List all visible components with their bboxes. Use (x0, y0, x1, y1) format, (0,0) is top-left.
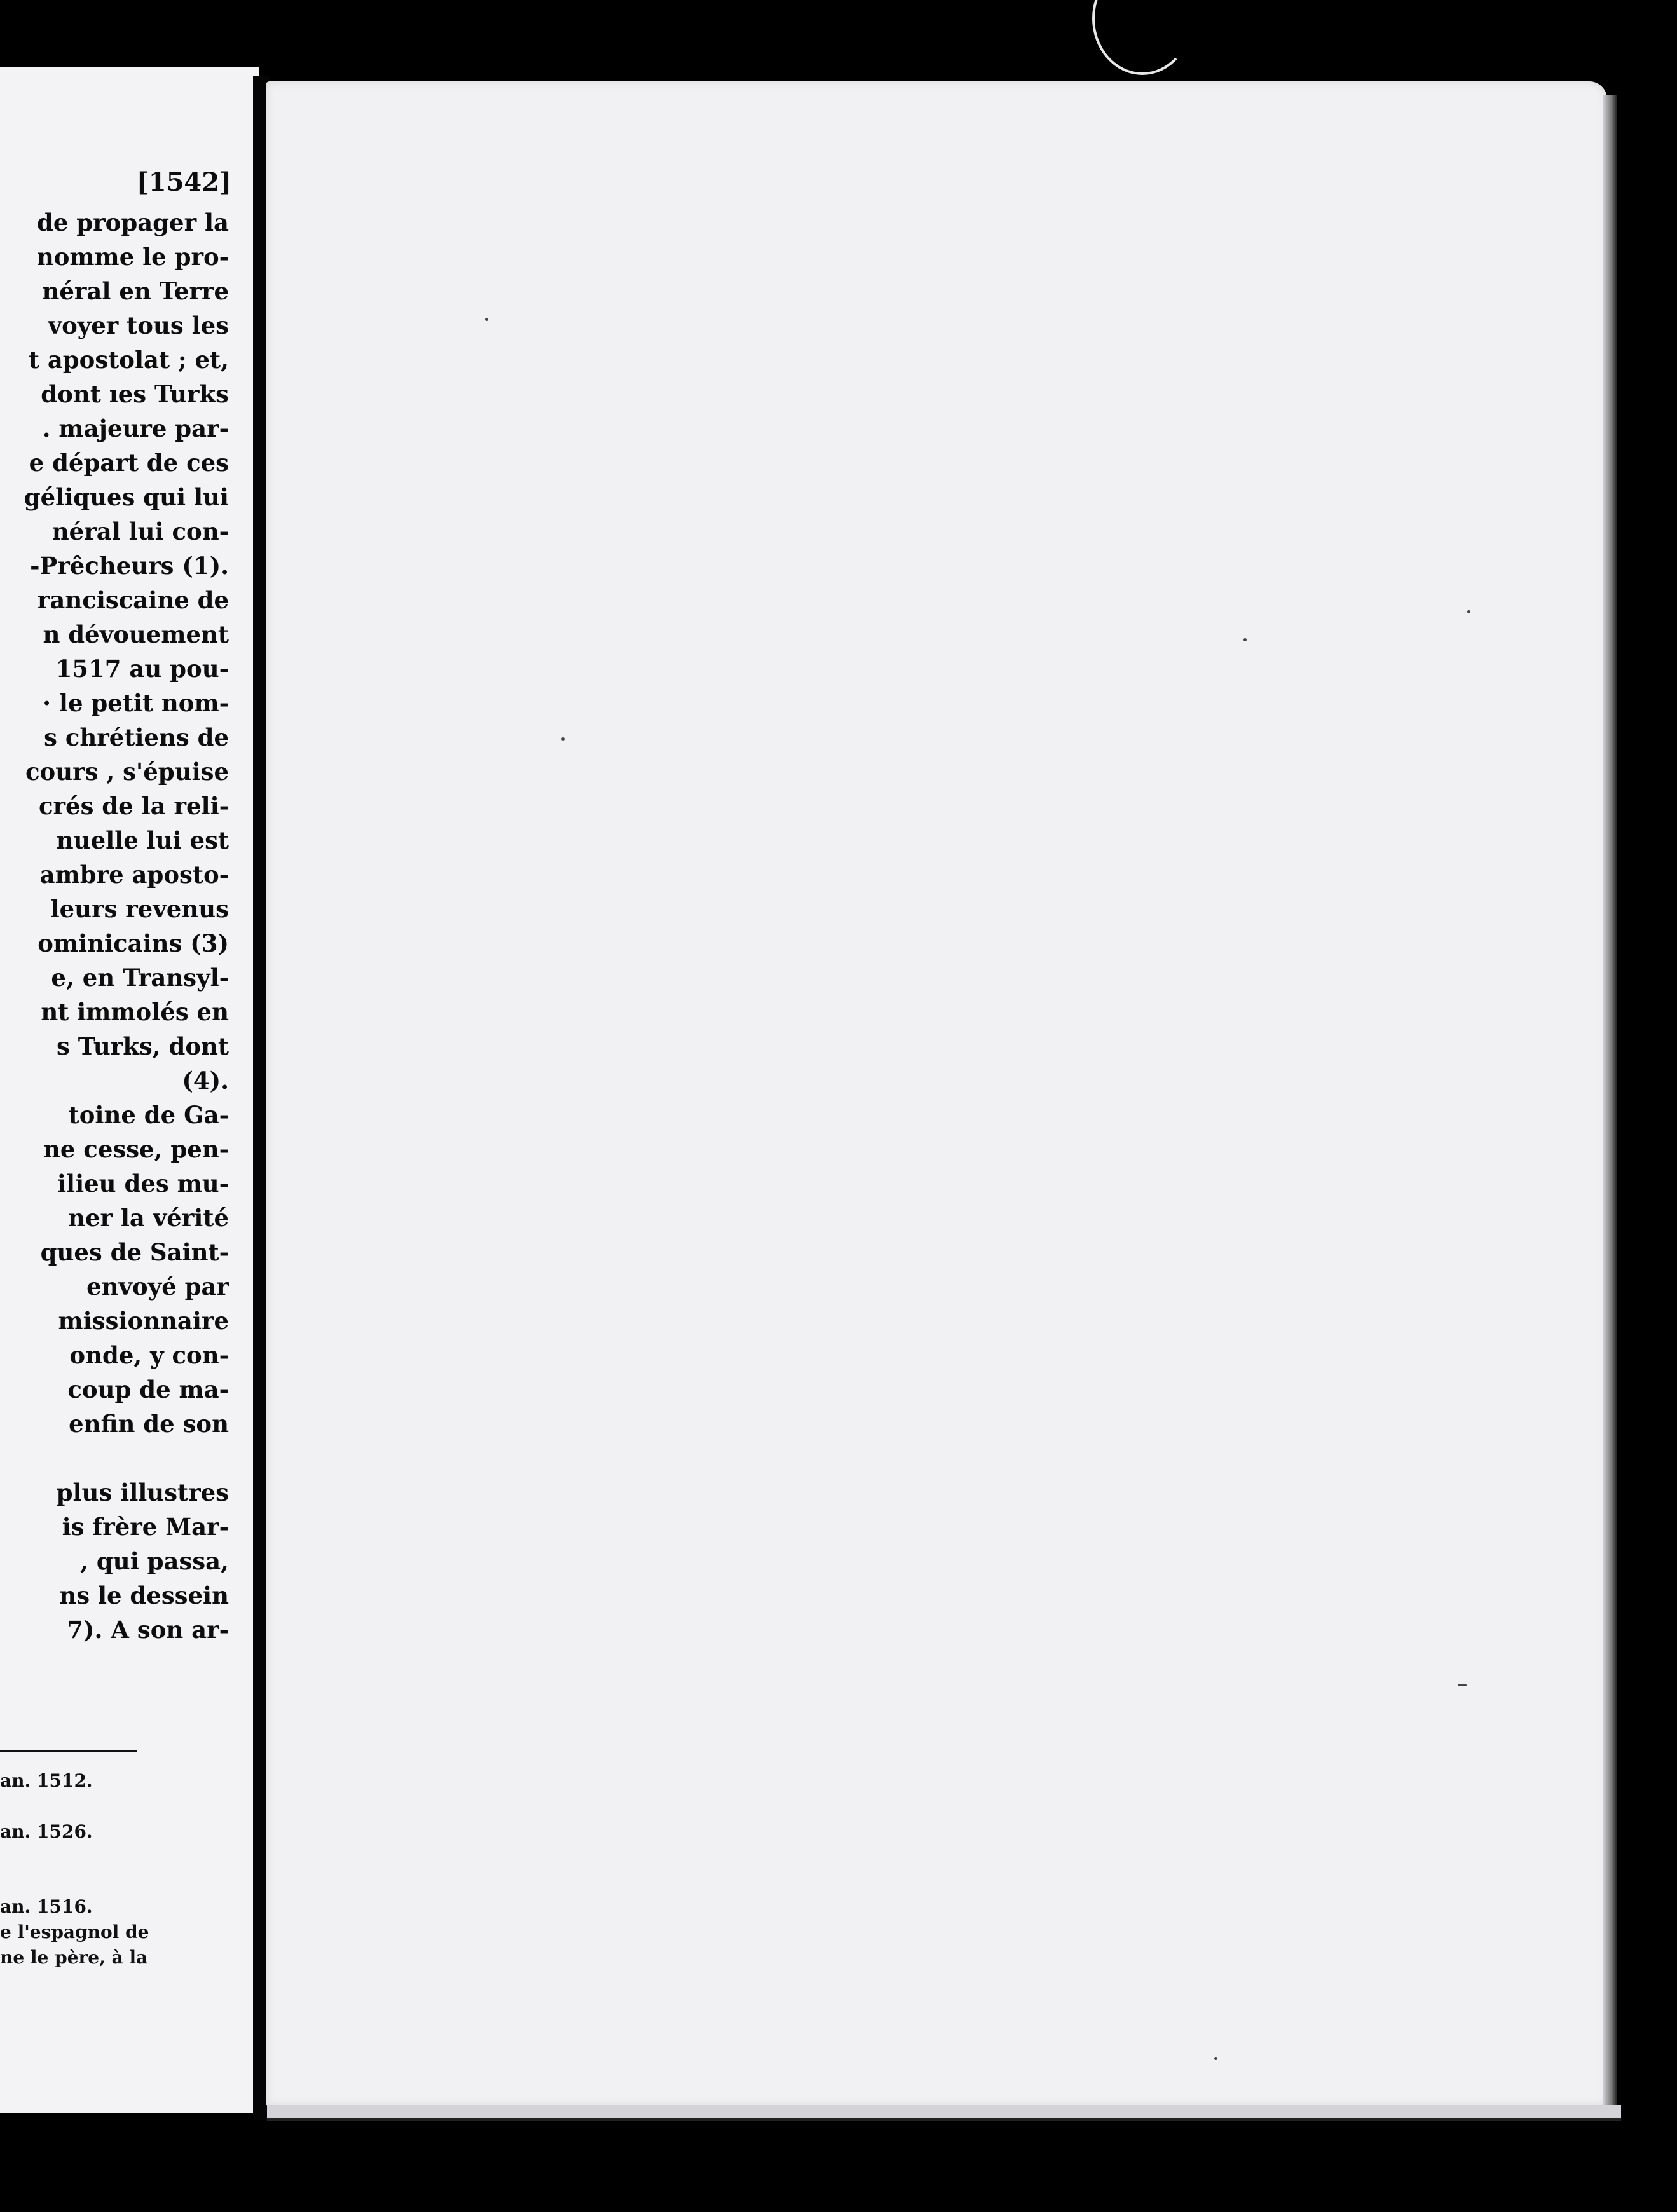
text-line: ques de Saint- (40, 1238, 229, 1266)
bottom-page-edge (267, 2105, 1621, 2121)
text-line: is frère Mar- (62, 1513, 229, 1541)
page-edge-shadow (1603, 95, 1617, 2110)
text-line: dont ıes Turks (41, 380, 229, 408)
text-line: nuelle lui est (56, 826, 229, 854)
paper-speck (1243, 638, 1247, 641)
text-line: cours , s'épuise (25, 758, 229, 786)
text-line: n dévouement (43, 620, 229, 648)
text-line: e départ de ces (29, 449, 229, 477)
footnote: an. 1526. (0, 1821, 93, 1842)
text-line: leurs revenus (50, 895, 229, 923)
text-line: néral lui con- (51, 517, 229, 545)
text-line: coup de ma- (67, 1376, 229, 1403)
paper-speck (1458, 1684, 1467, 1686)
text-line: , qui passa, (80, 1547, 229, 1575)
text-line: voyer tous les (48, 311, 229, 339)
left-page (0, 67, 259, 2113)
text-line: ranciscaine de (37, 586, 229, 614)
paper-speck (1214, 2057, 1217, 2060)
text-line: envoyé par (86, 1273, 229, 1301)
text-line: t apostolat ; et, (28, 346, 229, 374)
text-line: ilieu des mu- (57, 1170, 229, 1198)
footnote: an. 1516. (0, 1896, 93, 1917)
text-line: toine de Ga- (68, 1101, 229, 1129)
footnote: an. 1512. (0, 1770, 93, 1791)
text-line: crés de la reli- (39, 792, 229, 820)
text-line: géliques qui lui (24, 483, 229, 511)
footnote: e l'espagnol de (0, 1922, 149, 1942)
text-line: missionnaire (58, 1307, 229, 1335)
body-text (24, 205, 229, 1647)
text-line: 7). A son ar- (67, 1616, 229, 1644)
text-line: s chrétiens de (44, 723, 229, 751)
text-line: nomme le pro- (36, 243, 229, 271)
footnote: ne le père, à la (0, 1947, 148, 1968)
text-line: onde, y con- (69, 1341, 229, 1369)
text-line: ns le dessein (59, 1581, 229, 1609)
text-line: · le petit nom- (43, 689, 229, 717)
scan-artifact-arc (1092, 0, 1193, 75)
text-line: ner la vérité (68, 1204, 229, 1232)
text-line: ambre aposto- (39, 861, 229, 889)
text-line: nt immolés en (41, 998, 229, 1026)
running-head: [1542] (136, 167, 231, 197)
text-line: (4). (182, 1067, 229, 1095)
text-line: e, en Transyl- (51, 964, 229, 992)
text-line: néral en Terre (42, 277, 229, 305)
paper-speck (561, 737, 565, 741)
right-blank-page (266, 81, 1607, 2106)
text-line: s Turks, dont (56, 1032, 229, 1060)
text-line: ominicains (3) (38, 929, 229, 957)
text-line (24, 1441, 229, 1475)
text-line: 1517 au pou- (55, 655, 229, 683)
text-line: . majeure par- (42, 414, 229, 442)
footnote-rule (0, 1750, 137, 1752)
text-line: enfin de son (69, 1410, 229, 1438)
text-line: de propager la (37, 208, 229, 236)
paper-speck (485, 318, 488, 321)
text-line: ne cesse, pen- (43, 1135, 229, 1163)
text-line: -Prêcheurs (1). (30, 552, 229, 580)
paper-speck (1467, 610, 1470, 613)
text-line: plus illustres (56, 1478, 229, 1506)
